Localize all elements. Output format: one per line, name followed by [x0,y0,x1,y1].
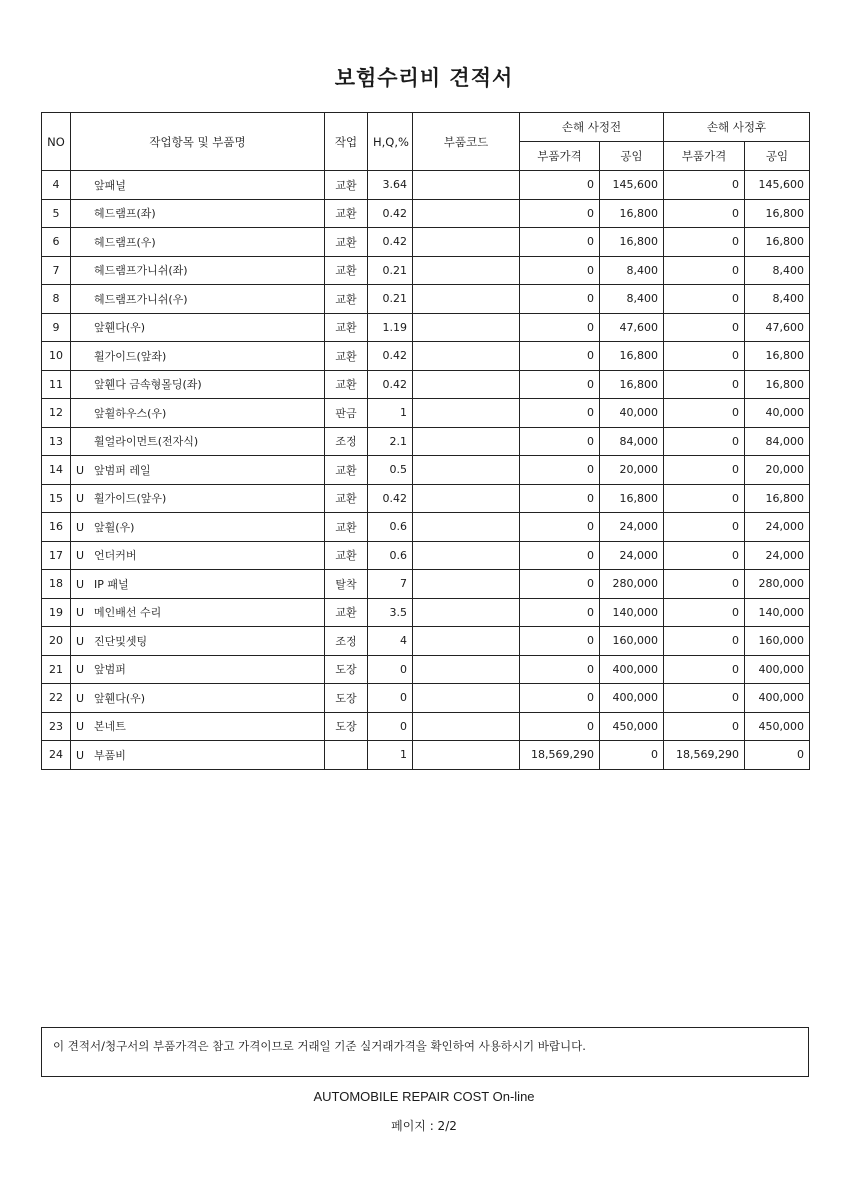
row-after-part-price: 0 [664,684,745,713]
row-after-labor: 8,400 [745,256,810,285]
row-no: 22 [42,684,71,713]
table-row [42,342,810,371]
row-after-part-price: 0 [664,228,745,257]
row-item-name [71,712,325,741]
row-name-text: 앞휠(우) [94,520,135,534]
row-no: 10 [42,342,71,371]
row-no: 20 [42,627,71,656]
row-part-code [413,712,520,741]
row-item-name [71,684,325,713]
row-after-labor: 24,000 [745,541,810,570]
page-number: 페이지 : 2/2 [391,1119,457,1133]
row-name-text: 진단및셋팅 [94,634,148,648]
row-before-labor: 16,800 [600,342,664,371]
row-after-labor: 16,800 [745,484,810,513]
header-before-labor: 공임 [600,142,664,171]
row-hq: 4 [368,627,413,656]
row-after-labor: 16,800 [745,342,810,371]
row-after-part-price: 0 [664,199,745,228]
row-before-part-price: 0 [520,171,600,200]
row-hq: 0 [368,712,413,741]
row-part-code [413,513,520,542]
row-before-labor: 84,000 [600,427,664,456]
table-row [42,313,810,342]
row-before-part-price: 0 [520,199,600,228]
row-before-part-price: 0 [520,513,600,542]
row-before-labor: 145,600 [600,171,664,200]
row-item-name [71,370,325,399]
row-before-part-price: 18,569,290 [520,741,600,770]
row-work: 교환 [325,598,368,627]
row-before-labor: 24,000 [600,513,664,542]
row-no: 4 [42,171,71,200]
row-hq: 0 [368,684,413,713]
row-mark: U [76,634,85,648]
row-item-name [71,313,325,342]
row-after-labor: 84,000 [745,427,810,456]
row-hq: 1 [368,399,413,428]
row-mark: U [76,577,85,591]
row-hq: 0.6 [368,513,413,542]
row-before-part-price: 0 [520,399,600,428]
row-before-part-price: 0 [520,712,600,741]
row-after-labor: 450,000 [745,712,810,741]
row-mark: U [76,748,85,762]
row-after-part-price: 0 [664,655,745,684]
row-hq: 0 [368,655,413,684]
row-no: 15 [42,484,71,513]
row-after-labor: 160,000 [745,627,810,656]
row-after-part-price: 18,569,290 [664,741,745,770]
row-name-text: 앞휀다(우) [94,321,146,335]
row-work: 교환 [325,342,368,371]
row-work: 교환 [325,541,368,570]
row-after-labor: 47,600 [745,313,810,342]
row-after-part-price: 0 [664,313,745,342]
row-part-code [413,171,520,200]
row-name-text: 메인배선 수리 [94,606,162,620]
row-work: 탈착 [325,570,368,599]
row-after-labor: 20,000 [745,456,810,485]
row-before-part-price: 0 [520,370,600,399]
row-name-text: 앞휀다 금속형몰딩(좌) [94,378,202,392]
table-row [42,228,810,257]
header-no: NO [42,113,71,171]
row-work: 도장 [325,655,368,684]
table-row [42,370,810,399]
document-title: 보험수리비 견적서 [334,66,514,90]
row-before-part-price: 0 [520,342,600,371]
table-row [42,484,810,513]
row-after-part-price: 0 [664,627,745,656]
row-after-part-price: 0 [664,484,745,513]
row-before-part-price: 0 [520,684,600,713]
row-after-labor: 145,600 [745,171,810,200]
row-hq: 3.64 [368,171,413,200]
notice-box [41,1027,809,1077]
row-no: 18 [42,570,71,599]
row-name-text: 헤드램프(우) [94,235,156,249]
row-after-part-price: 0 [664,598,745,627]
row-item-name [71,199,325,228]
row-after-labor: 0 [745,741,810,770]
row-hq: 0.42 [368,228,413,257]
table-row [42,598,810,627]
footer-brand: AUTOMOBILE REPAIR COST On-line [313,1089,535,1104]
table-row [42,171,810,200]
row-no: 13 [42,427,71,456]
row-part-code [413,399,520,428]
row-after-part-price: 0 [664,256,745,285]
row-hq: 0.42 [368,484,413,513]
row-item-name [71,484,325,513]
row-mark: U [76,520,85,534]
row-part-code [413,342,520,371]
row-after-part-price: 0 [664,285,745,314]
row-before-labor: 40,000 [600,399,664,428]
row-item-name [71,399,325,428]
row-item-name [71,285,325,314]
row-name-text: 앞휀다(우) [94,691,146,705]
row-part-code [413,370,520,399]
row-after-labor: 16,800 [745,370,810,399]
row-before-labor: 400,000 [600,655,664,684]
table-row [42,456,810,485]
row-part-code [413,655,520,684]
estimate-rows [42,171,810,770]
row-name-text: 본네트 [94,720,126,734]
row-name-text: IP 패널 [94,577,129,591]
row-part-code [413,313,520,342]
row-after-part-price: 0 [664,456,745,485]
row-work: 교환 [325,313,368,342]
row-before-part-price: 0 [520,427,600,456]
row-after-part-price: 0 [664,427,745,456]
row-work: 조정 [325,427,368,456]
row-mark: U [76,691,85,705]
row-mark: U [76,549,85,563]
row-before-labor: 8,400 [600,285,664,314]
row-hq: 1.19 [368,313,413,342]
row-no: 6 [42,228,71,257]
row-before-labor: 20,000 [600,456,664,485]
row-part-code [413,199,520,228]
row-after-part-price: 0 [664,342,745,371]
row-no: 8 [42,285,71,314]
row-after-labor: 40,000 [745,399,810,428]
table-row [42,541,810,570]
header-after-labor: 공임 [745,142,810,171]
header-before-assessment: 손해 사정전 [520,113,664,142]
row-part-code [413,570,520,599]
row-name-text: 언더커버 [94,549,137,563]
row-after-part-price: 0 [664,712,745,741]
row-after-part-price: 0 [664,541,745,570]
header-after-part-price: 부품가격 [664,142,745,171]
header-item-name: 작업항목 및 부품명 [71,113,325,171]
row-before-part-price: 0 [520,627,600,656]
row-no: 14 [42,456,71,485]
row-hq: 0.42 [368,370,413,399]
row-item-name [71,228,325,257]
row-before-part-price: 0 [520,655,600,684]
table-row [42,427,810,456]
row-work: 교환 [325,228,368,257]
row-after-labor: 400,000 [745,655,810,684]
row-before-labor: 400,000 [600,684,664,713]
row-name-text: 부품비 [94,748,126,762]
table-row [42,741,810,770]
row-name-text: 헤드램프가니쉬(좌) [94,264,188,278]
row-part-code [413,598,520,627]
row-item-name [71,570,325,599]
row-hq: 0.42 [368,199,413,228]
row-part-code [413,684,520,713]
header-hq: H,Q,% [368,113,413,171]
row-before-labor: 16,800 [600,370,664,399]
table-row [42,513,810,542]
row-no: 19 [42,598,71,627]
row-after-labor: 140,000 [745,598,810,627]
row-hq: 7 [368,570,413,599]
row-hq: 3.5 [368,598,413,627]
row-item-name [71,513,325,542]
row-after-labor: 280,000 [745,570,810,599]
row-work [325,741,368,770]
table-row [42,285,810,314]
row-part-code [413,285,520,314]
row-mark: U [76,606,85,620]
row-name-text: 앞패널 [94,178,126,192]
row-no: 21 [42,655,71,684]
row-item-name [71,171,325,200]
row-before-labor: 8,400 [600,256,664,285]
row-work: 교환 [325,370,368,399]
header-work: 작업 [325,113,368,171]
row-work: 교환 [325,513,368,542]
row-before-part-price: 0 [520,541,600,570]
header-before-part-price: 부품가격 [520,142,600,171]
row-mark: U [76,663,85,677]
row-work: 교환 [325,285,368,314]
row-item-name [71,541,325,570]
table-row [42,256,810,285]
row-no: 23 [42,712,71,741]
row-part-code [413,256,520,285]
row-before-part-price: 0 [520,285,600,314]
row-item-name [71,627,325,656]
row-work: 도장 [325,712,368,741]
row-item-name [71,256,325,285]
table-row [42,684,810,713]
row-work: 조정 [325,627,368,656]
row-hq: 2.1 [368,427,413,456]
row-work: 교환 [325,199,368,228]
row-before-part-price: 0 [520,456,600,485]
row-before-part-price: 0 [520,570,600,599]
row-after-part-price: 0 [664,570,745,599]
row-hq: 0.5 [368,456,413,485]
row-name-text: 헤드램프(좌) [94,207,156,221]
row-after-labor: 16,800 [745,199,810,228]
row-hq: 0.21 [368,285,413,314]
row-after-labor: 8,400 [745,285,810,314]
row-work: 교환 [325,456,368,485]
table-row [42,399,810,428]
row-before-labor: 16,800 [600,199,664,228]
row-hq: 0.21 [368,256,413,285]
table-row [42,199,810,228]
row-after-labor: 16,800 [745,228,810,257]
row-name-text: 앞휠하우스(우) [94,406,167,420]
row-mark: U [76,492,85,506]
row-item-name [71,427,325,456]
row-after-labor: 24,000 [745,513,810,542]
row-item-name [71,598,325,627]
header-part-code: 부품코드 [413,113,520,171]
row-before-labor: 160,000 [600,627,664,656]
row-part-code [413,627,520,656]
row-before-labor: 16,800 [600,484,664,513]
row-work: 교환 [325,256,368,285]
row-name-text: 휠얼라이먼트(전자식) [94,435,199,449]
row-no: 16 [42,513,71,542]
row-no: 12 [42,399,71,428]
row-work: 교환 [325,171,368,200]
row-before-part-price: 0 [520,256,600,285]
row-name-text: 휠가이드(앞우) [94,492,167,506]
row-item-name [71,741,325,770]
row-before-part-price: 0 [520,484,600,513]
row-name-text: 앞범퍼 레일 [94,463,151,477]
row-before-part-price: 0 [520,228,600,257]
table-row [42,627,810,656]
row-work: 판금 [325,399,368,428]
row-no: 9 [42,313,71,342]
row-part-code [413,484,520,513]
row-part-code [413,741,520,770]
row-before-part-price: 0 [520,313,600,342]
row-before-labor: 280,000 [600,570,664,599]
table-row [42,570,810,599]
row-after-part-price: 0 [664,399,745,428]
row-after-labor: 400,000 [745,684,810,713]
row-name-text: 휠가이드(앞좌) [94,349,167,363]
row-before-labor: 140,000 [600,598,664,627]
row-before-labor: 450,000 [600,712,664,741]
row-no: 24 [42,741,71,770]
row-part-code [413,541,520,570]
notice-text: 이 견적서/청구서의 부품가격은 참고 가격이므로 거래일 기준 실거래가격을 확인하여 사용하시기 바랍니다. [53,1039,586,1053]
row-name-text: 헤드램프가니쉬(우) [94,292,188,306]
row-item-name [71,655,325,684]
row-before-labor: 16,800 [600,228,664,257]
row-part-code [413,456,520,485]
row-after-part-price: 0 [664,513,745,542]
table-row [42,655,810,684]
row-before-labor: 0 [600,741,664,770]
row-hq: 1 [368,741,413,770]
row-no: 5 [42,199,71,228]
row-before-part-price: 0 [520,598,600,627]
row-item-name [71,342,325,371]
row-after-part-price: 0 [664,370,745,399]
row-part-code [413,228,520,257]
row-mark: U [76,720,85,734]
row-before-labor: 47,600 [600,313,664,342]
row-no: 17 [42,541,71,570]
row-mark: U [76,463,85,477]
estimate-table [41,112,810,770]
row-no: 7 [42,256,71,285]
table-row [42,712,810,741]
row-part-code [413,427,520,456]
row-after-part-price: 0 [664,171,745,200]
row-before-labor: 24,000 [600,541,664,570]
row-work: 도장 [325,684,368,713]
row-no: 11 [42,370,71,399]
row-hq: 0.42 [368,342,413,371]
row-work: 교환 [325,484,368,513]
row-item-name [71,456,325,485]
row-hq: 0.6 [368,541,413,570]
header-after-assessment: 손해 사정후 [664,113,810,142]
row-name-text: 앞범퍼 [94,663,126,677]
